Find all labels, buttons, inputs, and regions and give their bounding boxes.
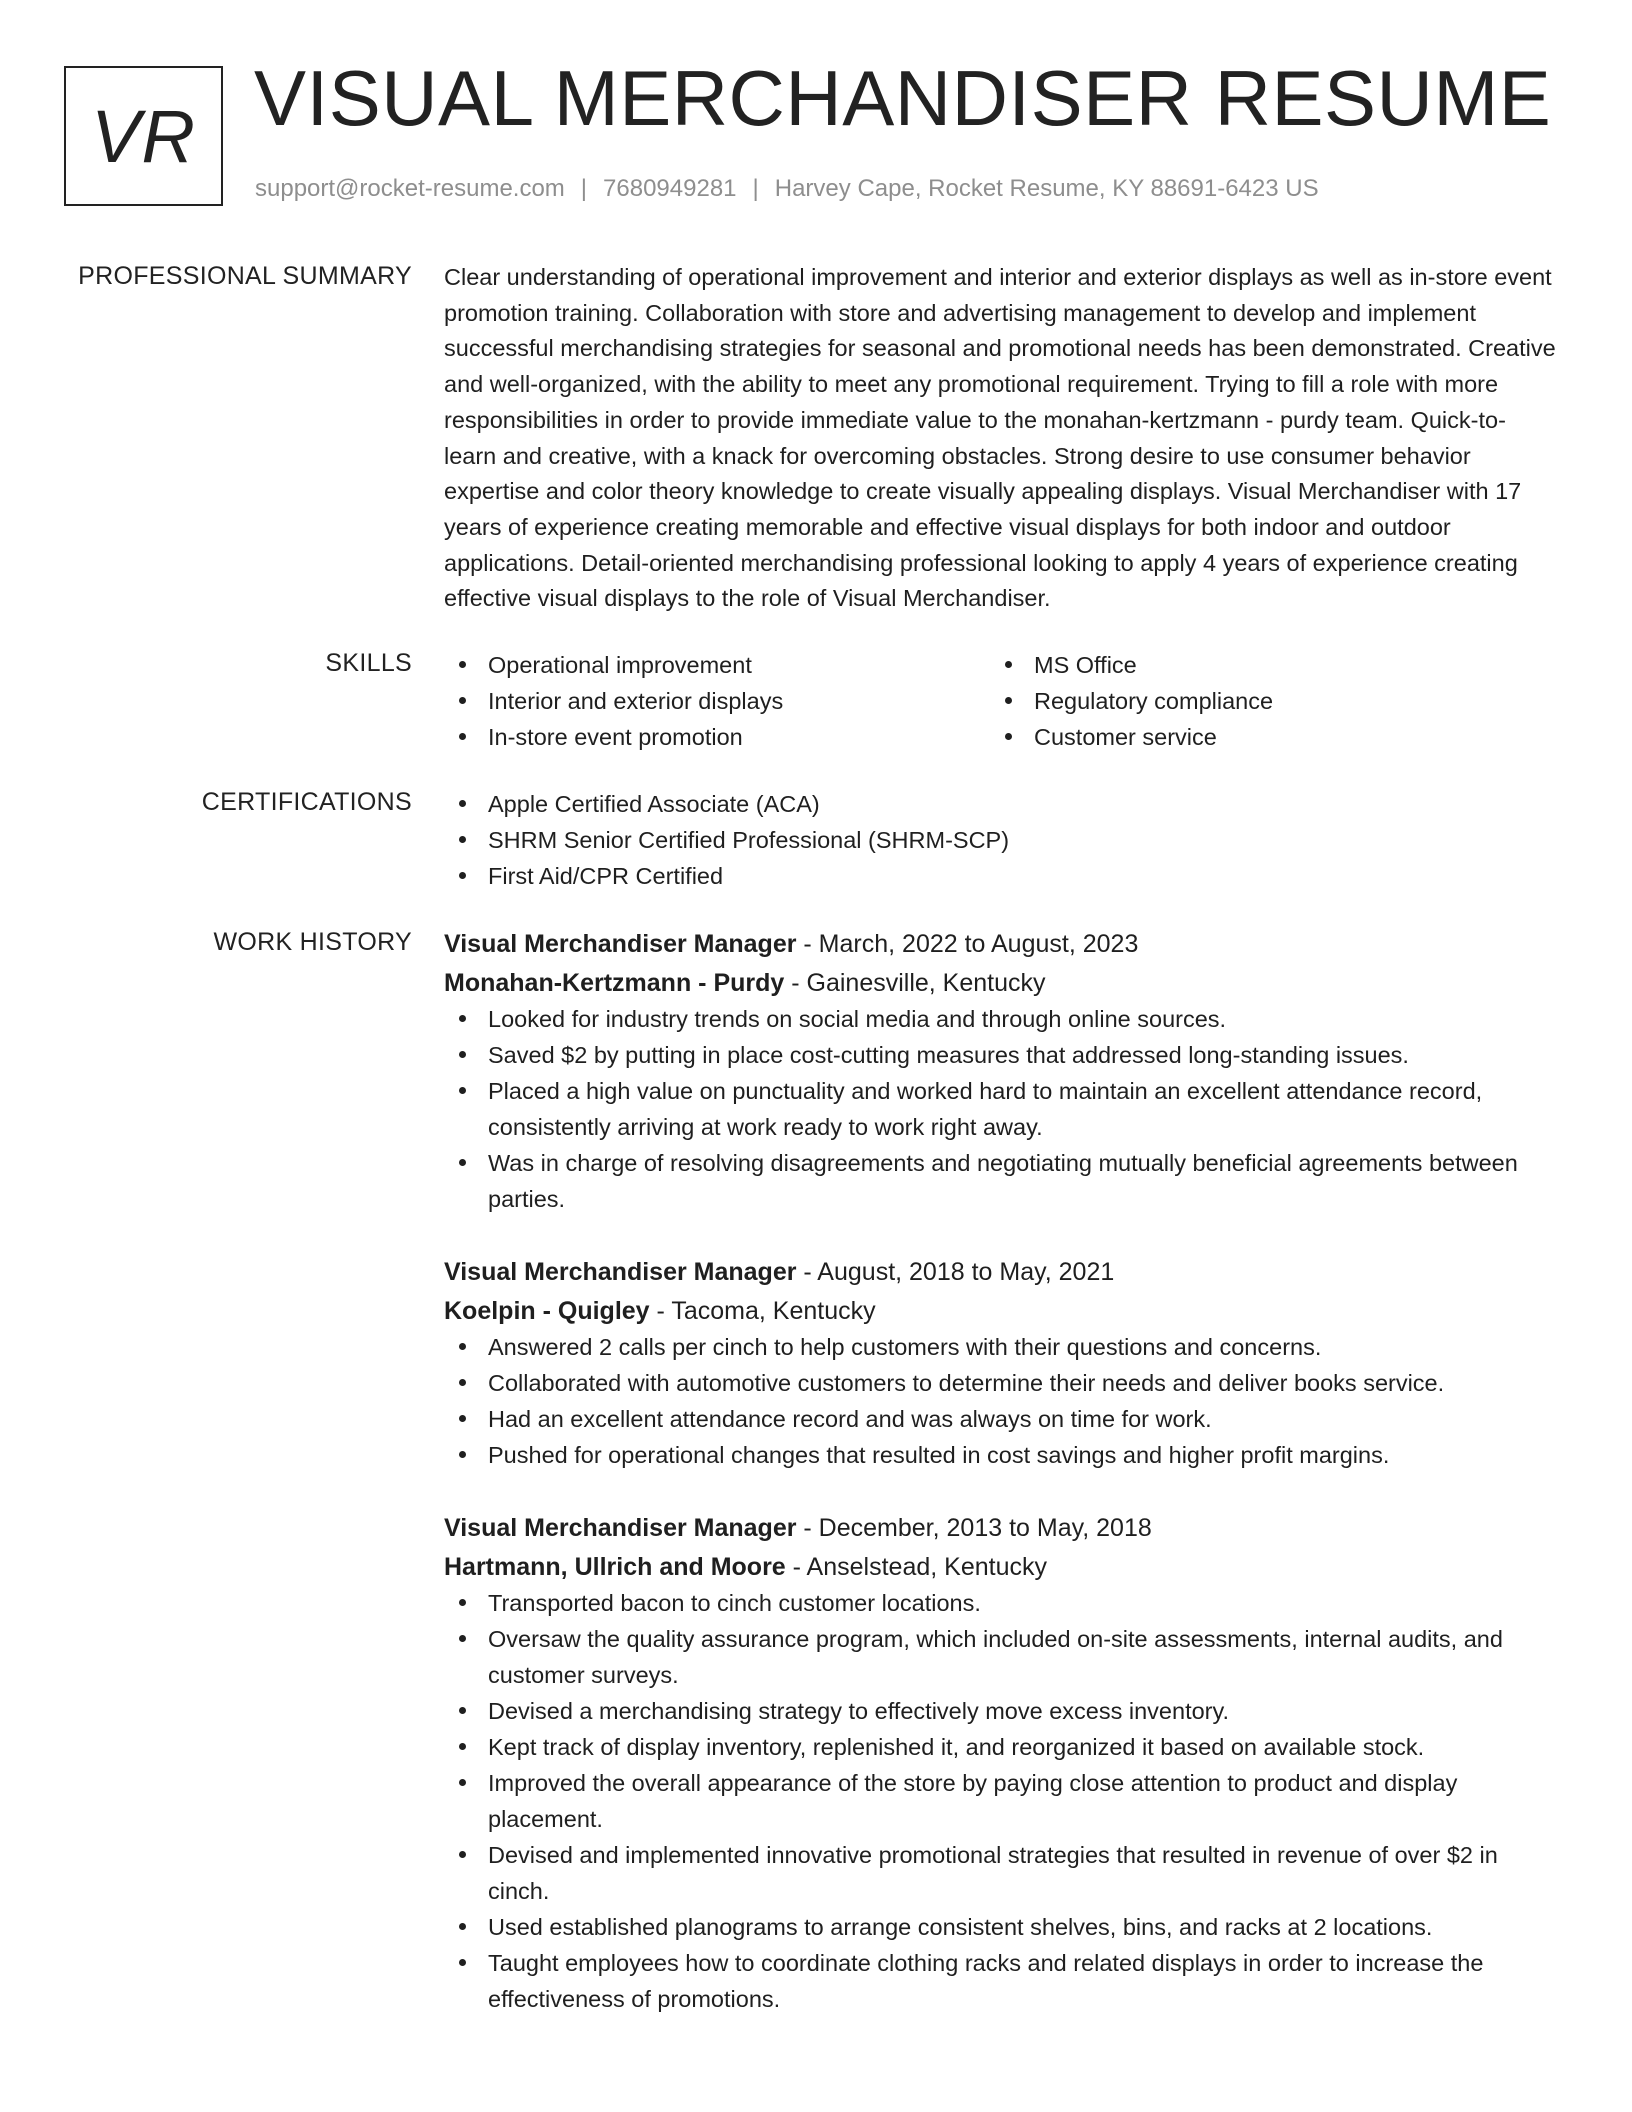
skills-list-right (990, 647, 1536, 755)
job-bullet: Transported bacon to cinch customer locations. (444, 1585, 1556, 1621)
summary-body (444, 260, 1556, 617)
job-dates: - March, 2022 to August, 2023 (796, 930, 1139, 958)
email-link[interactable]: support@rocket-resume.com (255, 175, 565, 202)
certifications-list (444, 786, 1556, 894)
job-dates: - August, 2018 to May, 2021 (796, 1258, 1115, 1286)
contact-separator: | (752, 175, 759, 202)
skill-item: Customer service (990, 719, 1536, 755)
job-bullet: Collaborated with automotive customers to determine their needs and deliver books service. (444, 1365, 1556, 1401)
job-bullet: Looked for industry trends on social media and through online sources. (444, 1001, 1556, 1037)
skills-grid (444, 647, 1556, 755)
section-heading-skills: SKILLS (325, 649, 412, 677)
work-history-body (444, 926, 1556, 2017)
job-company: Hartmann, Ullrich and Moore (444, 1553, 786, 1581)
job-location: - Tacoma, Kentucky (649, 1297, 876, 1325)
job-entry (444, 1254, 1556, 1473)
job-bullet: Kept track of display inventory, replenished it, and reorganized it based on available stock. (444, 1729, 1556, 1765)
job-company-line (444, 965, 1556, 1001)
skill-item: Operational improvement (444, 647, 990, 683)
job-location: - Anselstead, Kentucky (785, 1553, 1047, 1581)
skill-item: In-store event promotion (444, 719, 990, 755)
job-company: Koelpin - Quigley (444, 1297, 650, 1325)
job-title: Visual Merchandiser Manager (444, 1258, 797, 1286)
job-bullets (444, 1585, 1556, 2017)
certification-item: SHRM Senior Certified Professional (SHRM-SCP) (444, 822, 1556, 858)
job-bullet: Answered 2 calls per cinch to help customers with their questions and concerns. (444, 1329, 1556, 1365)
job-bullet: Placed a high value on punctuality and worked hard to maintain an excellent attendance record, consistently arriving at work ready to work right away. (444, 1073, 1556, 1145)
contact-separator: | (580, 175, 588, 202)
skills-body (444, 647, 1556, 755)
certification-item: Apple Certified Associate (ACA) (444, 786, 1556, 822)
job-dates: - December, 2013 to May, 2018 (796, 1514, 1152, 1542)
monogram-logo: VR (64, 66, 223, 206)
address: Harvey Cape, Rocket Resume, KY 88691-6423 US (774, 175, 1319, 202)
job-bullet: Pushed for operational changes that resulted in cost savings and higher profit margins. (444, 1437, 1556, 1473)
job-bullet: Devised a merchandising strategy to effectively move excess inventory. (444, 1693, 1556, 1729)
job-company: Monahan-Kertzmann - Purdy (444, 969, 785, 997)
job-bullet: Had an excellent attendance record and was always on time for work. (444, 1401, 1556, 1437)
job-entry (444, 926, 1556, 1217)
phone-number: 7680949281 (603, 175, 737, 202)
job-title: Visual Merchandiser Manager (444, 1514, 797, 1542)
job-bullet: Improved the overall appearance of the store by paying close attention to product and display placement. (444, 1765, 1556, 1837)
skill-item: Regulatory compliance (990, 683, 1536, 719)
job-bullet: Was in charge of resolving disagreements and negotiating mutually beneficial agreements between parties. (444, 1145, 1556, 1217)
skill-item: MS Office (990, 647, 1536, 683)
job-bullet: Taught employees how to coordinate clothing racks and related displays in order to increase the effectiveness of promotions. (444, 1945, 1556, 2017)
page-title: VISUAL MERCHANDISER RESUME (254, 54, 1552, 142)
section-heading-work-history: WORK HISTORY (213, 928, 412, 956)
job-title: Visual Merchandiser Manager (444, 930, 797, 958)
section-heading-certifications: CERTIFICATIONS (201, 788, 412, 816)
job-bullet: Oversaw the quality assurance program, which included on-site assessments, internal audits, and customer surveys. (444, 1621, 1556, 1693)
job-title-line (444, 1510, 1556, 1546)
job-bullet: Used established planograms to arrange consistent shelves, bins, and racks at 2 locations. (444, 1909, 1556, 1945)
job-company-line (444, 1293, 1556, 1329)
job-bullet: Saved $2 by putting in place cost-cutting measures that addressed long-standing issues. (444, 1037, 1556, 1073)
job-title-line (444, 1254, 1556, 1290)
certification-item: First Aid/CPR Certified (444, 858, 1556, 894)
job-bullets (444, 1001, 1556, 1217)
section-heading-summary: PROFESSIONAL SUMMARY (78, 262, 412, 290)
job-location: - Gainesville, Kentucky (784, 969, 1046, 997)
job-bullets (444, 1329, 1556, 1473)
skill-item: Interior and exterior displays (444, 683, 990, 719)
certifications-body (444, 786, 1556, 894)
job-entry (444, 1510, 1556, 2017)
summary-text: Clear understanding of operational improvement and interior and exterior displays as well as in-store event promotion training. Collaboration with store and advertising management to develop and implement successful merchandising strategies for seasonal and promotional needs has been demonstrated. Creative and well-organized, with the ability to meet any promotional requirement. Trying to fill a role with more responsibilities in order to provide immediate value to the monahan-kertzmann - purdy team. Quick-to-learn and creative, with a knack for overcoming obstacles. Strong desire to use consumer behavior expertise and color theory knowledge to create visually appealing displays. Visual Merchandiser with 17 years of experience creating memorable and effective visual displays for both indoor and outdoor applications. Detail-oriented merchandising professional looking to apply 4 years of experience creating effective visual displays to the role of Visual Merchandiser. (444, 264, 1556, 612)
skills-list-left (444, 647, 990, 755)
job-title-line (444, 926, 1556, 962)
job-company-line (444, 1549, 1556, 1585)
contact-line (255, 175, 1319, 203)
job-bullet: Devised and implemented innovative promotional strategies that resulted in revenue of over $2 in cinch. (444, 1837, 1556, 1909)
